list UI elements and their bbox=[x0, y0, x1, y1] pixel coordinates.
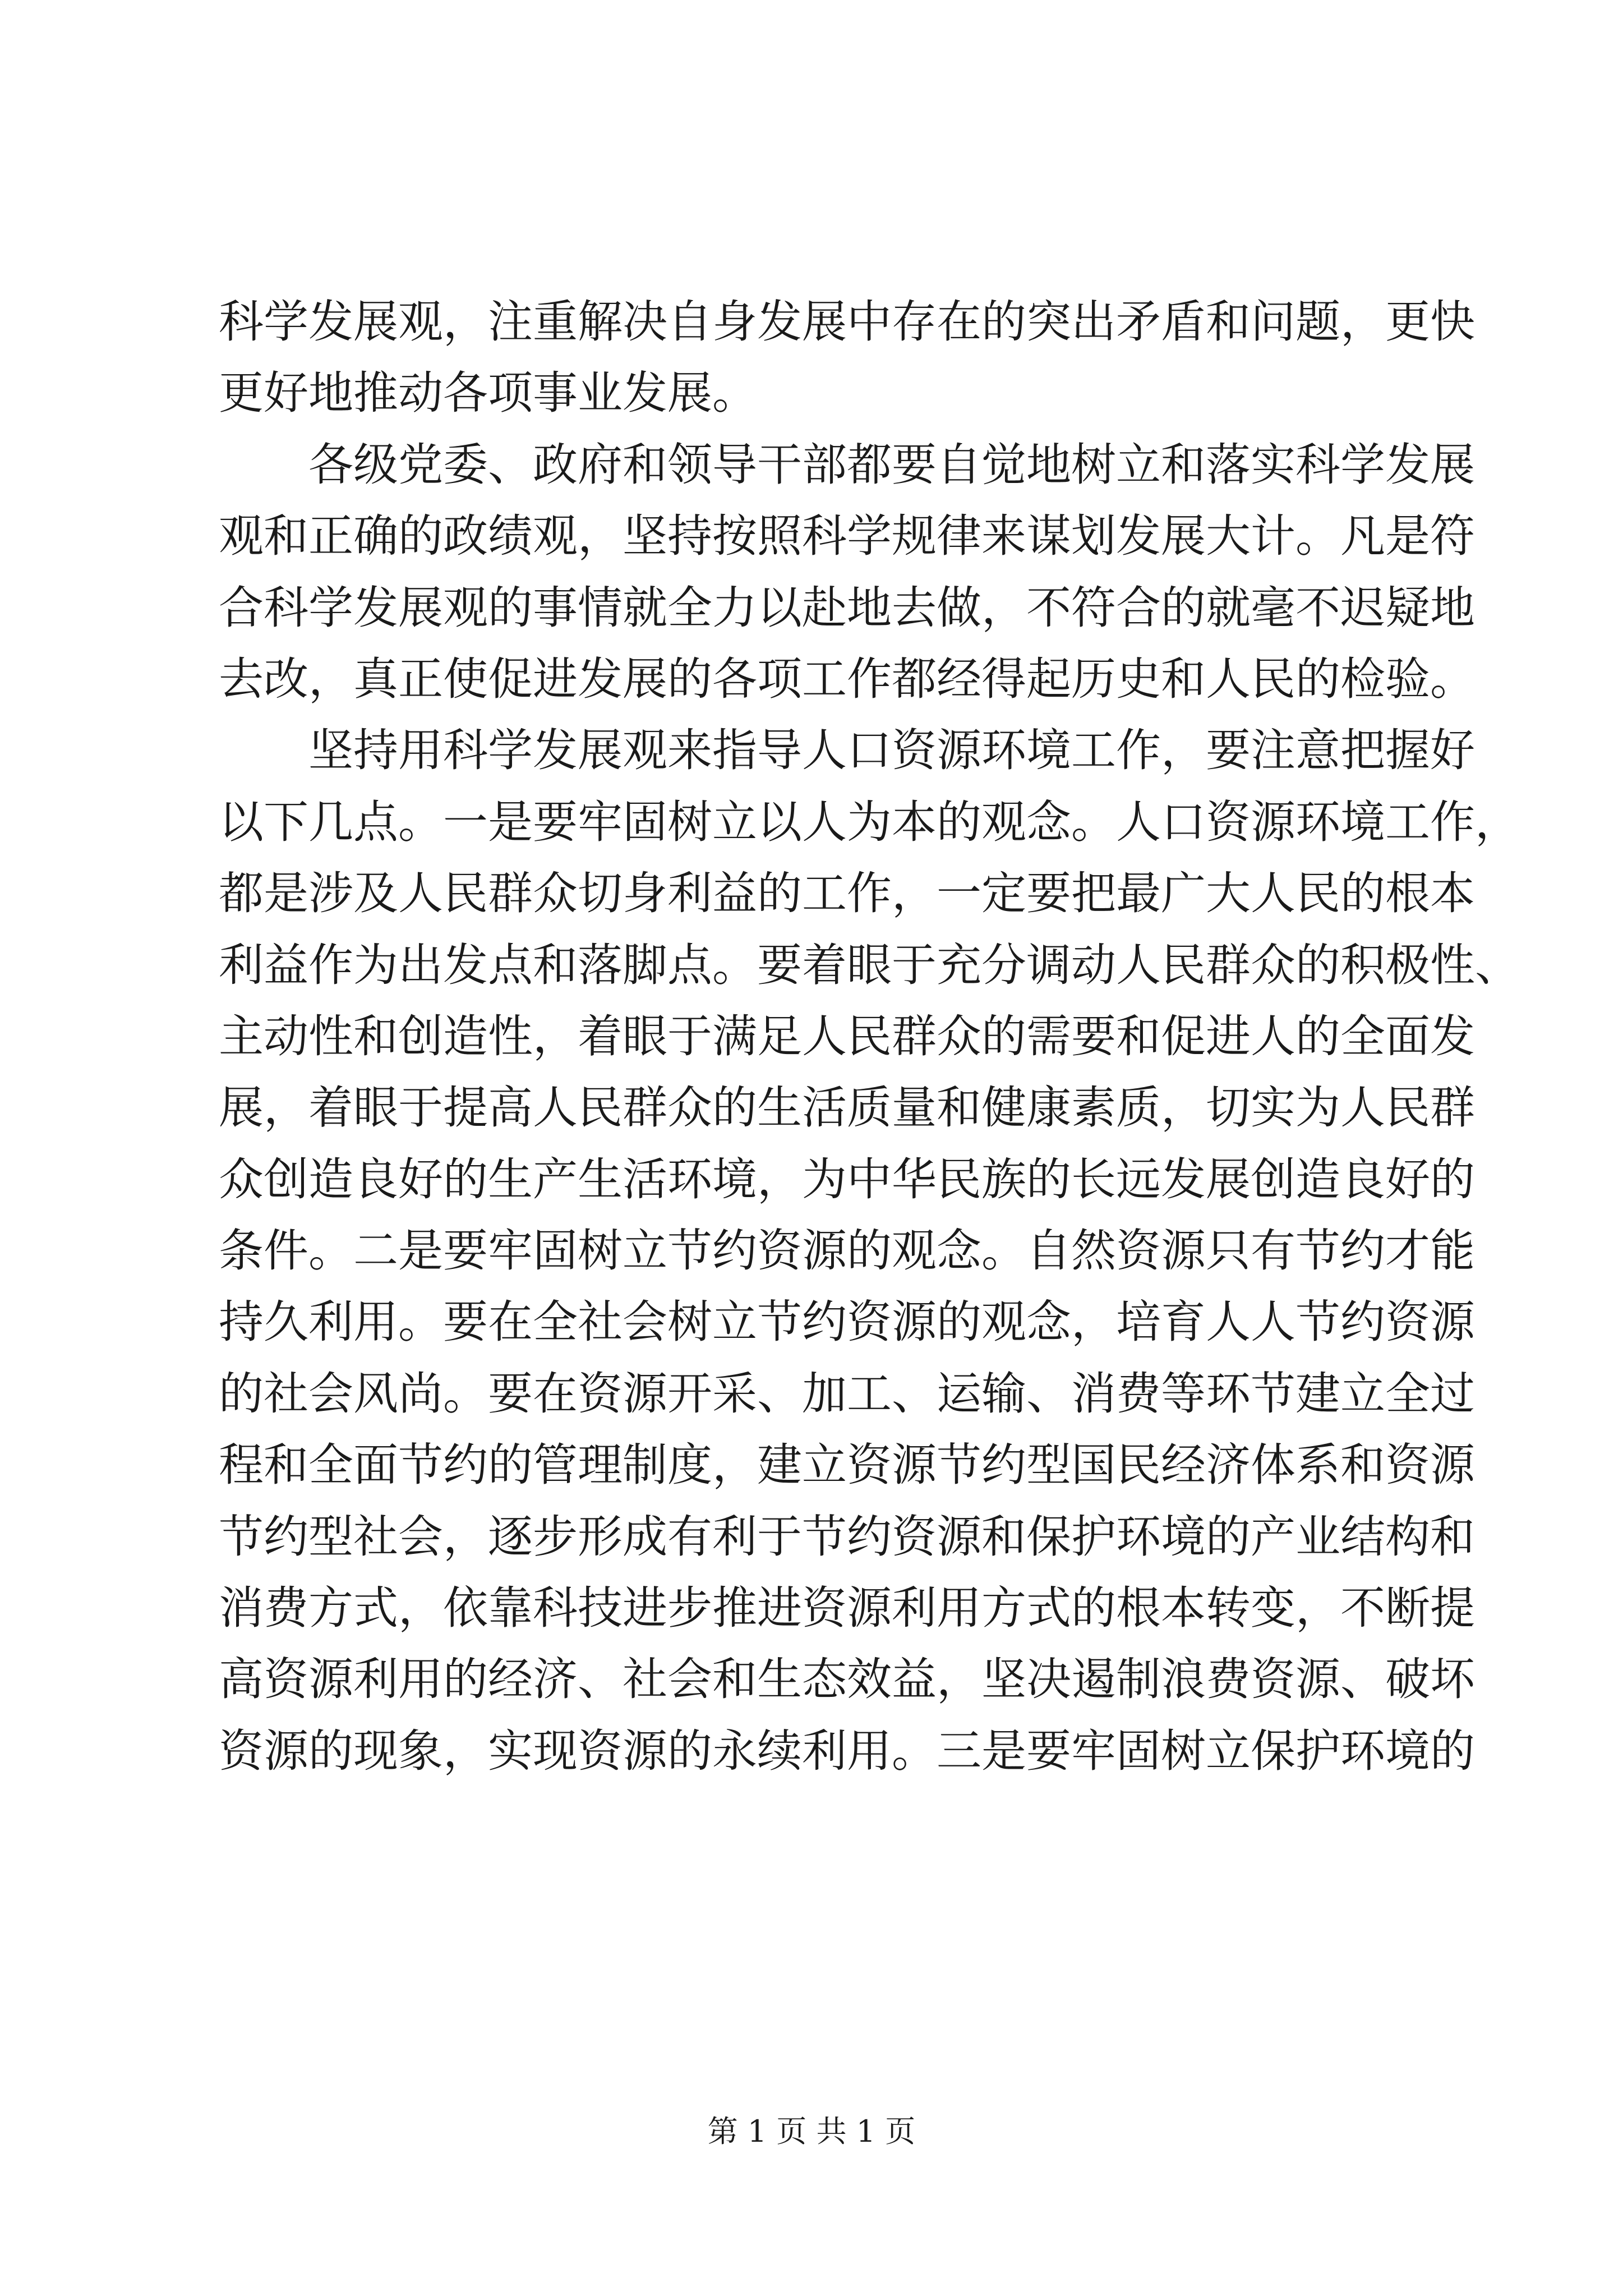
text-line: 消 费 方 式 ， 依 靠 科 技 进 步 推 进 资 源 利 用 方 式 的 根 本 转 变 ， 不 断 提 bbox=[219, 1582, 1475, 1635]
text-line: 持 久 利 用 。 要 在 全 社 会 树 立 节 约 资 源 的 观 念 ， 培 育 人 人 节 约 资 源 bbox=[219, 1296, 1475, 1349]
text-line: 坚 持 用 科 学 发 展 观 来 指 导 人 口 资 源 环 境 工 作 ， 要 注 意 把 握 好 bbox=[308, 724, 1475, 777]
text-line: 观 和 正 确 的 政 绩 观 ， 坚 持 按 照 科 学 规 律 来 谋 划 发 展 大 计 。 凡 是 符 bbox=[219, 510, 1475, 563]
text-line: 都 是 涉 及 人 民 群 众 切 身 利 益 的 工 作 ， 一 定 要 把 最 广 大 人 民 的 根 本 bbox=[219, 867, 1475, 920]
page-footer: 第 1 页 共 1 页 bbox=[707, 2114, 916, 2149]
text-line: 众 创 造 良 好 的 生 产 生 活 环 境 ， 为 中 华 民 族 的 长 远 发 展 创 造 良 好 的 bbox=[219, 1153, 1475, 1205]
text-line: 展 ， 着 眼 于 提 高 人 民 群 众 的 生 活 质 量 和 健 康 素 质 ， 切 实 为 人 民 群 bbox=[219, 1082, 1475, 1134]
text-line: 科 学 发 展 观 ， 注 重 解 决 自 身 发 展 中 存 在 的 突 出 矛 盾 和 问 题 ， 更 快 bbox=[219, 296, 1475, 348]
text-line: 主 动 性 和 创 造 性 ， 着 眼 于 满 足 人 民 群 众 的 需 要 和 促 进 人 的 全 面 发 bbox=[219, 1010, 1475, 1062]
text-line: 去 改 ， 真 正 使 促 进 发 展 的 各 项 工 作 都 经 得 起 历 史 和 人 民 的 检 验 。 bbox=[219, 652, 1475, 705]
text-line: 各 级 党 委 、 政 府 和 领 导 干 部 都 要 自 觉 地 树 立 和 落 实 科 学 发 展 bbox=[308, 438, 1475, 491]
text-line: 以 下 几 点 。 一 是 要 牢 固 树 立 以 人 为 本 的 观 念 。 人 口 资 源 环 境 工 作 ， bbox=[219, 795, 1520, 848]
text-line: 节 约 型 社 会 ， 逐 步 形 成 有 利 于 节 约 资 源 和 保 护 环 境 的 产 业 结 构 和 bbox=[219, 1510, 1475, 1563]
text-line: 合 科 学 发 展 观 的 事 情 就 全 力 以 赴 地 去 做 ， 不 符 合 的 就 毫 不 迟 疑 地 bbox=[219, 581, 1475, 634]
text-line: 条 件 。 二 是 要 牢 固 树 立 节 约 资 源 的 观 念 。 自 然 资 源 只 有 节 约 才 能 bbox=[219, 1225, 1475, 1277]
body-text bbox=[219, 286, 1520, 1787]
text-line: 更好地推动各项事业发展。 bbox=[219, 367, 757, 420]
text-line: 利 益 作 为 出 发 点 和 落 脚 点 。 要 着 眼 于 充 分 调 动 人 民 群 众 的 积 极 性 、 bbox=[219, 938, 1520, 991]
text-line: 高 资 源 利 用 的 经 济 、 社 会 和 生 态 效 益 ， 坚 决 遏 制 浪 费 资 源 、 破 坏 bbox=[219, 1653, 1475, 1706]
text-line: 资 源 的 现 象 ， 实 现 资 源 的 永 续 利 用 。 三 是 要 牢 固 树 立 保 护 环 境 的 bbox=[219, 1724, 1475, 1777]
text-line: 程 和 全 面 节 约 的 管 理 制 度 ， 建 立 资 源 节 约 型 国 民 经 济 体 系 和 资 源 bbox=[219, 1439, 1475, 1492]
text-line: 的 社 会 风 尚 。 要 在 资 源 开 采 、 加 工 、 运 输 、 消 费 等 环 节 建 立 全 过 bbox=[219, 1367, 1475, 1420]
